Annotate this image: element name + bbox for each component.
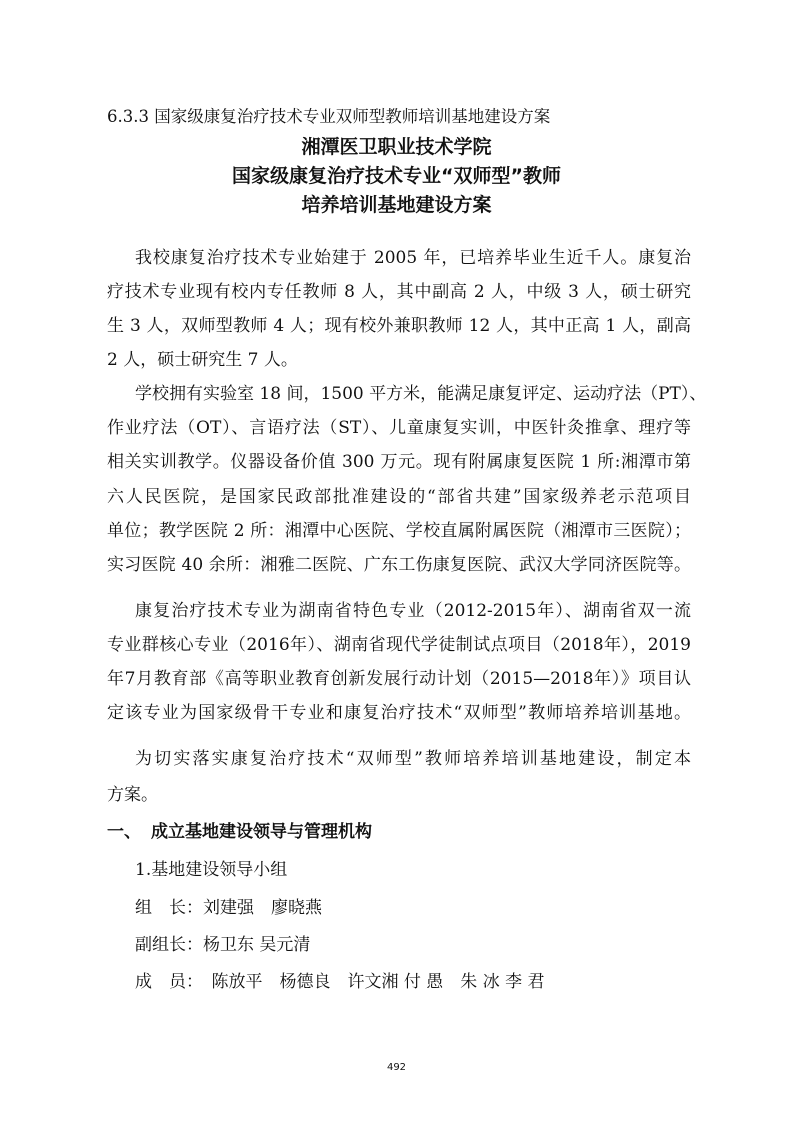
text-line: 康复治疗技术专业为湖南省特色专业（2012-2015年）、湖南省双一流 (135, 601, 691, 621)
text-line: 作业疗法（OT）、言语疗法（ST）、儿童康复实训，中医针灸推拿、理疗等 (107, 418, 691, 438)
text-line: 实习医院 40 余所：湘雅二医院、广东工伤康复医院、武汉大学同济医院等。 (107, 555, 691, 575)
section-heading: 6.3.3 国家级康复治疗技术专业双师型教师培训基地建设方案 (107, 107, 551, 126)
text-line: 学校拥有实验室 18 间，1500 平方米，能满足康复评定、运动疗法（PT）、 (135, 384, 707, 404)
text-line: 相关实训教学。仪器设备价值 300 万元。现有附属康复医院 1 所:湘潭市第 (107, 452, 691, 472)
text-line: 单位；教学医院 2 所：湘潭中心医院、学校直属附属医院（湘潭市三医院）； (107, 521, 691, 541)
text-line: 方案。 (107, 785, 158, 805)
title-line-2: 国家级康复治疗技术专业“双师型”教师 (232, 165, 561, 187)
section-1-heading (107, 821, 372, 843)
title-line-1: 湘潭医卫职业技术学院 (301, 136, 492, 158)
section-1-number: 一、 (107, 822, 141, 842)
subheading-leadership-group: 1.基地建设领导小组 (135, 860, 288, 880)
text-line: 我校康复治疗技术专业始建于 2005 年，已培养毕业生近千人。康复治 (135, 248, 691, 268)
group-leaders: 组 长：刘建强 廖晓燕 (135, 898, 322, 918)
text-line: 六人民医院，是国家民政部批准建设的“部省共建”国家级养老示范项目 (107, 487, 691, 507)
text-line: 疗技术专业现有校内专任教师 8 人，其中副高 2 人，中级 3 人，硕士研究 (107, 282, 691, 302)
deputy-leaders: 副组长：杨卫东 吴元清 (135, 935, 311, 955)
text-line: 为切实落实康复治疗技术“双师型”教师培养培训基地建设，制定本 (135, 749, 691, 769)
text-line: 定该专业为国家级骨干专业和康复治疗技术“双师型”教师培养培训基地。 (107, 703, 691, 723)
text-line: 2 人，硕士研究生 7 人。 (107, 350, 298, 370)
page-number: 492 (386, 1062, 407, 1073)
text-line: 年7月教育部《高等职业教育创新发展行动计划（2015—2018年）》项目认 (107, 669, 691, 689)
group-members: 成 员： 陈放平 杨德良 许文湘 付 愚 朱 冰 李 君 (135, 972, 545, 992)
text-line: 生 3 人，双师型教师 4 人；现有校外兼职教师 12 人，其中正高 1 人，副高 (107, 316, 691, 336)
text-line: 专业群核心专业（2016年）、湖南省现代学徒制试点项目（2018年），2019 (107, 635, 691, 655)
title-line-3: 培养培训基地建设方案 (301, 194, 492, 216)
section-1-title: 成立基地建设领导与管理机构 (151, 822, 372, 842)
